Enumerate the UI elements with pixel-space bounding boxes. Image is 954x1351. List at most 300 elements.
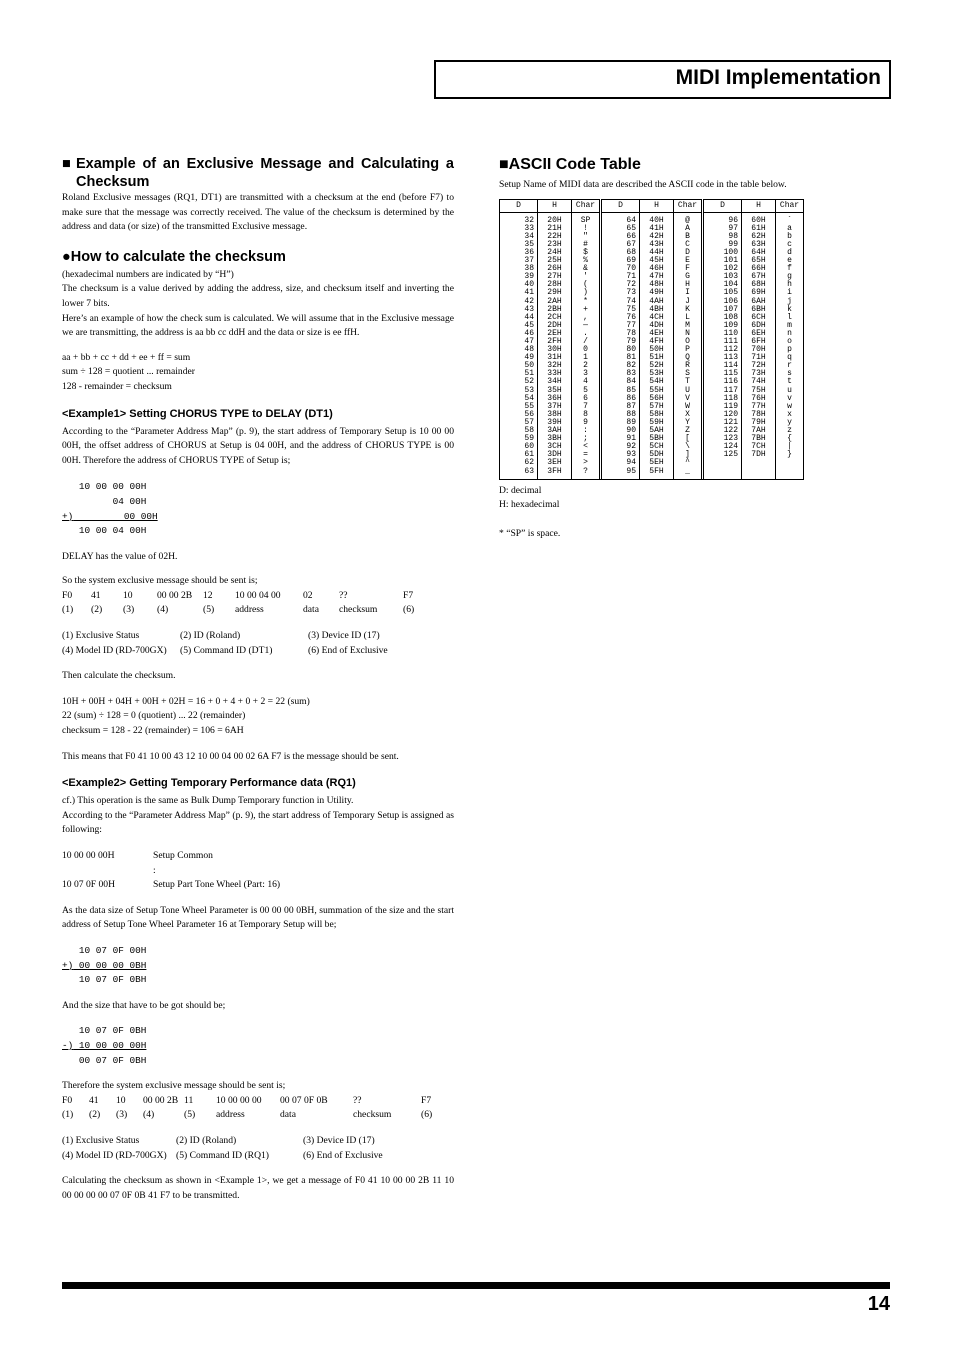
table-cell: 77 [602, 322, 640, 330]
table-cell: 49 [500, 354, 538, 362]
right-column [499, 155, 819, 541]
table-cell: J [674, 298, 702, 306]
table-cell: C [674, 241, 702, 249]
table-cell: 68H [742, 281, 776, 289]
table-cell: 82 [602, 362, 640, 370]
table-cell: O [674, 338, 702, 346]
table-cell: $ [572, 249, 600, 257]
ascii-intro: Setup Name of MIDI data are described the ASCII code in the table below. [499, 179, 787, 190]
table-cell: 6FH [742, 338, 776, 346]
table-cell: 75 [602, 306, 640, 314]
table-cell: _ [674, 468, 702, 480]
table-cell: 79 [602, 338, 640, 346]
table-cell: 69 [602, 257, 640, 265]
table-cell: p [776, 346, 804, 354]
table-cell: a [776, 225, 804, 233]
table-cell: > [572, 459, 600, 467]
table-cell: B [674, 233, 702, 241]
table-cell: 31H [538, 354, 572, 362]
table-cell: 52H [640, 362, 674, 370]
table-cell: q [776, 354, 804, 362]
table-cell: 29H [538, 289, 572, 297]
table-cell: 5DH [640, 451, 674, 459]
table-cell: 27H [538, 273, 572, 281]
table-cell: 39 [500, 273, 538, 281]
table-cell: 7 [572, 403, 600, 411]
table-cell: 5EH [640, 459, 674, 467]
table-cell: 47 [500, 338, 538, 346]
table-cell: = [572, 451, 600, 459]
table-cell: 93 [602, 451, 640, 459]
table-cell: 98 [704, 233, 742, 241]
table-cell: 41H [640, 225, 674, 233]
table-cell: 4BH [640, 306, 674, 314]
table-cell: T [674, 378, 702, 386]
example1-calc [62, 480, 454, 538]
table-cell [742, 468, 776, 480]
table-cell: 2FH [538, 338, 572, 346]
table-cell: 61 [500, 451, 538, 459]
example2-paragraph: According to the “Parameter Address Map” (p. 9), the start address of Temporary Setup is assigned as following: [62, 809, 454, 836]
table-cell: 59 [500, 435, 538, 443]
table-cell: 120 [704, 411, 742, 419]
heading-example2: <Example2> Getting Temporary Performance data (RQ1) [62, 777, 356, 790]
table-cell: 39H [538, 419, 572, 427]
table-cell: 73 [602, 289, 640, 297]
table-cell: j [776, 298, 804, 306]
table-row [500, 212, 804, 225]
table-cell: 32H [538, 362, 572, 370]
table-cell: 118 [704, 395, 742, 403]
heading-example-exclusive: ■ Example of an Exclusive Message and Calculating a Checksum [62, 156, 454, 190]
table-cell: 42H [640, 233, 674, 241]
how-paragraph-2: Here’s an example of how the check sum is calculated. We will assume that in the Exclusive message we are transmitting, the address is aa bb cc ddH and the data or size is ee ffH. [62, 312, 454, 339]
table-cell: 34 [500, 233, 538, 241]
table-cell: v [776, 395, 804, 403]
table-cell: 74H [742, 378, 776, 386]
table-cell: n [776, 330, 804, 338]
table-cell: z [776, 427, 804, 435]
table-cell: 63H [742, 241, 776, 249]
table-cell: 116 [704, 378, 742, 386]
table-cell: : [572, 427, 600, 435]
table-cell: 57 [500, 419, 538, 427]
table-cell: 51H [640, 354, 674, 362]
table-cell: 34H [538, 378, 572, 386]
formula-line: 128 - remainder = checksum [62, 380, 172, 392]
table-cell: 6BH [742, 306, 776, 314]
table-cell: 75H [742, 387, 776, 395]
formula-block [62, 351, 454, 395]
legend-decimal: D: decimal [499, 484, 542, 496]
table-cell: 47H [640, 273, 674, 281]
table-cell: 91 [602, 435, 640, 443]
table-cell: 3DH [538, 451, 572, 459]
table-cell: f [776, 265, 804, 273]
table-cell: SP [572, 212, 600, 225]
table-cell: 2DH [538, 322, 572, 330]
table-cell: 3EH [538, 459, 572, 467]
table-cell: 72 [602, 281, 640, 289]
table-cell: 2CH [538, 314, 572, 322]
then-calc: Then calculate the checksum. [62, 670, 176, 682]
table-cell: * [572, 298, 600, 306]
table-cell: 67 [602, 241, 640, 249]
table-cell: 55H [640, 387, 674, 395]
table-cell: , [572, 314, 600, 322]
table-cell: 43 [500, 306, 538, 314]
table-cell: 35 [500, 241, 538, 249]
calc-line: 10 00 00 00H [62, 481, 147, 493]
how-note: (hexadecimal numbers are indicated by “H”) [62, 268, 234, 280]
example2-index-row: (1) (2) (3) (4) (5) address data checksum (6) [62, 1109, 433, 1121]
table-cell: 45 [500, 322, 538, 330]
table-cell: Z [674, 427, 702, 435]
table-cell: 33 [500, 225, 538, 233]
table-cell: 7BH [742, 435, 776, 443]
table-cell: 63 [500, 468, 538, 480]
example2-message-row: F0 41 10 00 00 2B 11 10 00 00 00 00 07 0F 0B ?? F7 [62, 1094, 432, 1106]
table-cell: ` [776, 212, 804, 225]
table-cell: 43H [640, 241, 674, 249]
table-cell: L [674, 314, 702, 322]
calc-line: 04 00H [62, 495, 147, 507]
table-cell: 4FH [640, 338, 674, 346]
table-cell: e [776, 257, 804, 265]
table-cell: 58H [640, 411, 674, 419]
table-cell: S [674, 370, 702, 378]
table-cell: 62 [500, 459, 538, 467]
table-cell: 5BH [640, 435, 674, 443]
table-cell: 2 [572, 362, 600, 370]
table-cell: 3 [572, 370, 600, 378]
how-paragraph-1: The checksum is a value derived by adding the address, size, and checksum itself and inverting the lower 7 bits. [62, 283, 454, 309]
table-cell: 46H [640, 265, 674, 273]
table-cell: 40H [640, 212, 674, 225]
table-cell: 78 [602, 330, 640, 338]
table-cell: ' [572, 273, 600, 281]
table-cell: D [674, 249, 702, 257]
example1-result: This means that F0 41 10 00 43 12 10 00 04 00 02 6A F7 is the message should be sent. [62, 750, 399, 762]
table-cell: K [674, 306, 702, 314]
table-cell: @ [674, 212, 702, 225]
table-cell: 56 [500, 411, 538, 419]
table-cell: 102 [704, 265, 742, 273]
table-cell: N [674, 330, 702, 338]
table-cell: u [776, 387, 804, 395]
legend-hex: H: hexadecimal [499, 499, 560, 511]
example2-cf: cf.) This operation is the same as Bulk Dump Temporary function in Utility. [62, 795, 354, 807]
table-cell: ( [572, 281, 600, 289]
table-cell: 125 [704, 451, 742, 459]
table-cell: 51 [500, 370, 538, 378]
table-cell: G [674, 273, 702, 281]
table-cell: \ [674, 443, 702, 451]
heading-example1: <Example1> Setting CHORUS TYPE to DELAY (DT1) [62, 407, 333, 420]
example1-sum-block: 10H + 00H + 04H + 00H + 02H = 16 + 0 + 4 + 0 + 2 = 22 (sum) 22 (sum) ÷ 128 = 0 (quotient) ... 22 (remainder) checksum = 128 - 22 (remainder) = 106 = 6AH [62, 695, 310, 737]
table-cell: 61H [742, 225, 776, 233]
table-cell: 2EH [538, 330, 572, 338]
table-cell: s [776, 370, 804, 378]
table-cell: % [572, 257, 600, 265]
table-cell: 59H [640, 419, 674, 427]
table-cell: V [674, 395, 702, 403]
table-cell: h [776, 281, 804, 289]
table-cell: 90 [602, 427, 640, 435]
table-cell: 55 [500, 403, 538, 411]
table-cell: 50 [500, 362, 538, 370]
table-cell: y [776, 419, 804, 427]
table-cell: ! [572, 225, 600, 233]
table-cell: 70 [602, 265, 640, 273]
table-cell: Q [674, 354, 702, 362]
table-cell: 92 [602, 443, 640, 451]
table-cell: 68 [602, 249, 640, 257]
table-header-row: D H Char D H Char D H Char [500, 199, 804, 212]
table-cell: 76 [602, 314, 640, 322]
table-cell: 57H [640, 403, 674, 411]
table-cell: 76H [742, 395, 776, 403]
table-cell: 7AH [742, 427, 776, 435]
table-cell: . [572, 330, 600, 338]
table-cell: 108 [704, 314, 742, 322]
table-cell: 65H [742, 257, 776, 265]
table-cell: 4CH [640, 314, 674, 322]
table-cell: 62H [742, 233, 776, 241]
table-cell: M [674, 322, 702, 330]
table-cell: 99 [704, 241, 742, 249]
table-cell: 111 [704, 338, 742, 346]
table-cell: 78H [742, 411, 776, 419]
table-cell: 5 [572, 387, 600, 395]
table-cell: + [572, 306, 600, 314]
table-cell: 3CH [538, 443, 572, 451]
table-cell: 35H [538, 387, 572, 395]
table-cell: 124 [704, 443, 742, 451]
table-cell: 6CH [742, 314, 776, 322]
square-bullet-icon: ■ [62, 156, 71, 172]
calc-line: 10 00 04 00H [62, 525, 147, 537]
table-cell: 4 [572, 378, 600, 386]
table-cell: < [572, 443, 600, 451]
table-cell: ] [674, 451, 702, 459]
table-cell: 6DH [742, 322, 776, 330]
table-cell: F [674, 265, 702, 273]
table-cell: w [776, 403, 804, 411]
table-cell: P [674, 346, 702, 354]
table-cell: 1 [572, 354, 600, 362]
table-cell: 5FH [640, 468, 674, 480]
example2-final: Calculating the checksum as shown in <Example 1>, we get a message of F0 41 10 00 00 2B 11 10 00 00 00 00 07 0F 0B 41 F7 to be transmitted. [62, 1175, 454, 1201]
table-cell: 53 [500, 387, 538, 395]
example1-paragraph: According to the “Parameter Address Map” (p. 9), the start address of Temporary Setup is 10 00 00 00H, the offset address of CHORUS at Setup is 04 00H, and the address of CHORUS TYPE is 00 00H. Therefore the address of CHORUS TYPE of Setup is; [62, 425, 454, 466]
table-cell: 44 [500, 314, 538, 322]
table-cell: R [674, 362, 702, 370]
table-cell: 52 [500, 378, 538, 386]
table-cell: 77H [742, 403, 776, 411]
table-cell: 58 [500, 427, 538, 435]
table-cell: 26H [538, 265, 572, 273]
table-cell: r [776, 362, 804, 370]
table-cell: 25H [538, 257, 572, 265]
example1-message-row: F0 41 10 00 00 2B 12 10 00 04 00 02 ?? F7 [62, 589, 414, 601]
square-bullet-icon: ■ [499, 156, 509, 173]
table-cell: 113 [704, 354, 742, 362]
example2-calc-2: 10 07 0F 0BH -) 10 00 00 00H 00 07 0F 0BH [62, 1025, 147, 1066]
table-cell: U [674, 387, 702, 395]
table-cell: 45H [640, 257, 674, 265]
table-cell: 46 [500, 330, 538, 338]
table-cell: 36H [538, 395, 572, 403]
table-cell: 38H [538, 411, 572, 419]
formula-line: aa + bb + cc + dd + ee + ff = sum [62, 351, 191, 363]
table-cell: ) [572, 289, 600, 297]
table-cell: 7DH [742, 451, 776, 459]
table-cell: 119 [704, 403, 742, 411]
table-cell: k [776, 306, 804, 314]
table-cell: 22H [538, 233, 572, 241]
table-cell: 66H [742, 265, 776, 273]
table-cell: 56H [640, 395, 674, 403]
table-cell: 9 [572, 419, 600, 427]
table-cell: 70H [742, 346, 776, 354]
table-cell: 71 [602, 273, 640, 281]
table-cell [704, 459, 742, 467]
table-cell: Y [674, 419, 702, 427]
table-cell: E [674, 257, 702, 265]
table-cell: 42 [500, 298, 538, 306]
table-cell: 54H [640, 378, 674, 386]
page-title: MIDI Implementation [675, 66, 881, 89]
table-cell: I [674, 289, 702, 297]
table-cell: — [572, 322, 600, 330]
table-cell: H [674, 281, 702, 289]
table-cell [704, 468, 742, 480]
example2-size-intro: And the size that have to be got should be; [62, 999, 226, 1011]
table-cell: 117 [704, 387, 742, 395]
table-cell: 2BH [538, 306, 572, 314]
table-cell: 107 [704, 306, 742, 314]
table-cell: 122 [704, 427, 742, 435]
table-cell: A [674, 225, 702, 233]
table-cell: 86 [602, 395, 640, 403]
legend-block-2: (1) Exclusive Status (2) ID (Roland) (3) Device ID (17) (4) Model ID (RD-700GX) (5) Command ID (RQ1) (6) End of Exclusive [62, 1134, 383, 1161]
table-cell: 3BH [538, 435, 572, 443]
table-cell: 32 [500, 212, 538, 225]
table-cell: 106 [704, 298, 742, 306]
table-cell: 80 [602, 346, 640, 354]
table-cell: 2AH [538, 298, 572, 306]
table-cell: 6 [572, 395, 600, 403]
table-cell: 37 [500, 257, 538, 265]
table-cell: o [776, 338, 804, 346]
table-cell [776, 468, 804, 480]
table-cell: 21H [538, 225, 572, 233]
table-cell: 4DH [640, 322, 674, 330]
table-cell: 4AH [640, 298, 674, 306]
table-cell: 5CH [640, 443, 674, 451]
table-cell: 66 [602, 233, 640, 241]
circle-bullet-icon: ● [62, 248, 71, 265]
section-title-box [434, 60, 891, 99]
table-cell: 36 [500, 249, 538, 257]
heading-how-to-calc: ●How to calculate the checksum [62, 248, 286, 265]
delay-value: DELAY has the value of 02H. [62, 550, 178, 562]
table-cell: i [776, 289, 804, 297]
ascii-code-table [499, 199, 804, 480]
table-cell: / [572, 338, 600, 346]
table-cell: 105 [704, 289, 742, 297]
table-cell: 65 [602, 225, 640, 233]
table-cell: { [776, 435, 804, 443]
table-cell: 50H [640, 346, 674, 354]
table-cell: 54 [500, 395, 538, 403]
table-cell: 5AH [640, 427, 674, 435]
table-cell: 87 [602, 403, 640, 411]
table-cell: 97 [704, 225, 742, 233]
table-cell: 0 [572, 346, 600, 354]
table-cell: m [776, 322, 804, 330]
table-cell: 101 [704, 257, 742, 265]
table-cell: 85 [602, 387, 640, 395]
table-cell: 72H [742, 362, 776, 370]
table-cell: W [674, 403, 702, 411]
table-cell: 8 [572, 411, 600, 419]
table-cell: d [776, 249, 804, 257]
table-cell: 6AH [742, 298, 776, 306]
table-cell: 115 [704, 370, 742, 378]
table-cell: 110 [704, 330, 742, 338]
footer-rule [62, 1282, 890, 1289]
table-cell: 3AH [538, 427, 572, 435]
table-cell: b [776, 233, 804, 241]
table-row [500, 468, 804, 480]
table-cell: X [674, 411, 702, 419]
table-cell: 64H [742, 249, 776, 257]
table-cell: 4EH [640, 330, 674, 338]
table-cell: 96 [704, 212, 742, 225]
table-cell: 38 [500, 265, 538, 273]
table-cell: ? [572, 468, 600, 480]
table-cell: 28H [538, 281, 572, 289]
table-cell: 3FH [538, 468, 572, 480]
table-cell: ; [572, 435, 600, 443]
table-cell [776, 459, 804, 467]
page-number: 14 [867, 1293, 890, 1315]
table-cell: | [776, 443, 804, 451]
table-cell: 20H [538, 212, 572, 225]
formula-line: sum ÷ 128 = quotient ... remainder [62, 366, 195, 378]
heading-ascii: ■ASCII Code Table [499, 156, 641, 173]
table-cell: l [776, 314, 804, 322]
table-cell [742, 459, 776, 467]
table-cell: 33H [538, 370, 572, 378]
example2-send-intro: Therefore the system exclusive message should be sent is; [62, 1080, 286, 1092]
table-cell: 94 [602, 459, 640, 467]
table-cell: 48 [500, 346, 538, 354]
table-cell: 81 [602, 354, 640, 362]
table-cell: 71H [742, 354, 776, 362]
table-cell: 95 [602, 468, 640, 480]
example2-calc-1: 10 07 0F 00H +) 00 00 00 0BH 10 07 0F 0BH [62, 944, 147, 986]
table-cell: 60 [500, 443, 538, 451]
table-cell: 88 [602, 411, 640, 419]
table-cell: 41 [500, 289, 538, 297]
table-cell: 109 [704, 322, 742, 330]
table-cell: & [572, 265, 600, 273]
table-cell: 104 [704, 281, 742, 289]
table-cell: 7CH [742, 443, 776, 451]
